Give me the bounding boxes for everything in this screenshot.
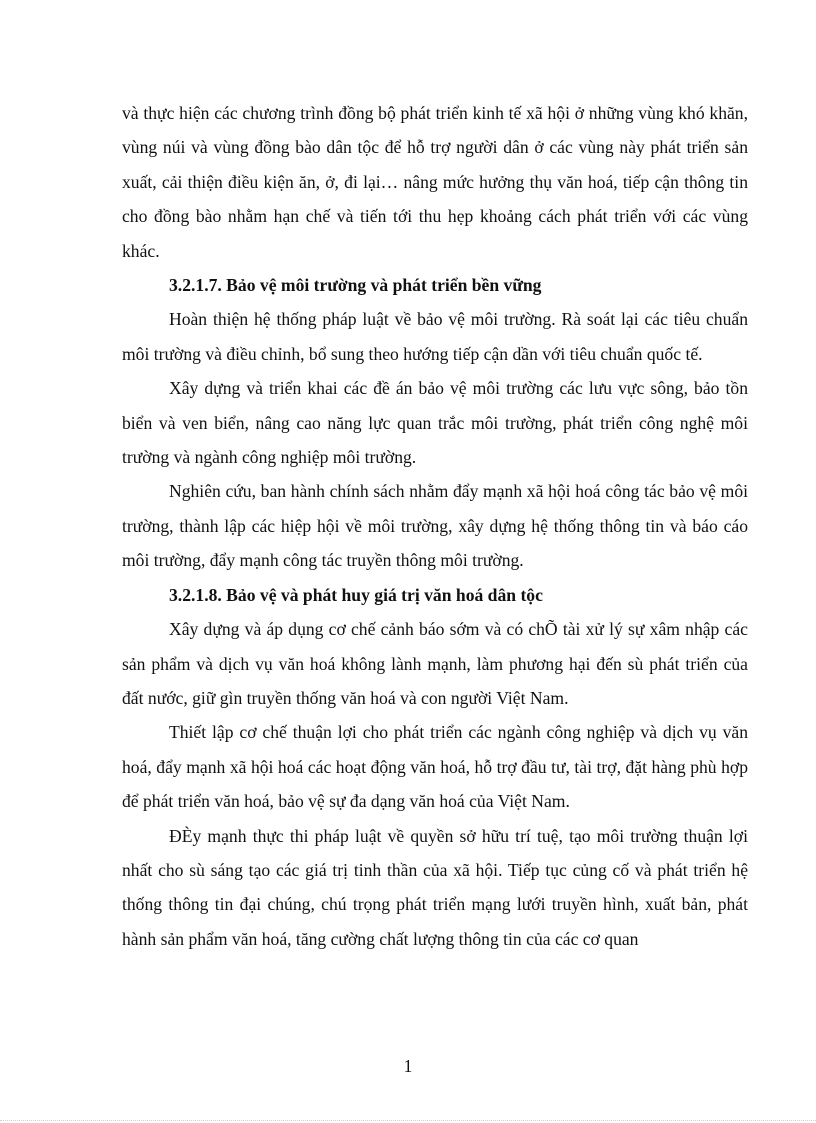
document-body [122, 96, 748, 956]
paragraph-continuation: và thực hiện các chương trình đồng bộ phát triển kinh tế xã hội ở những vùng khó khăn, vùng núi và vùng đồng bào dân tộc để hỗ trợ người dân ở các vùng này phát triển sản xuất, cải thiện điều kiện ăn, ở, đi lại… nâng mức hưởng thụ văn hoá, tiếp cận thông tin cho đồng bào nhằm hạn chế và tiến tới thu hẹp khoảng cách phát triển với các vùng khác. [122, 103, 748, 261]
section-heading-3-2-1-7: 3.2.1.7. Bảo vệ môi trường và phát triển bền vững [169, 275, 542, 296]
paragraph-early-warning: Xây dựng và áp dụng cơ chế cảnh báo sớm và có chÕ tài xử lý sự xâm nhập các sản phẩm và dịch vụ văn hoá không lành mạnh, làm phương hại đến sù phát triển của đất nước, giữ gìn truyền thống văn hoá và con người Việt Nam. [122, 619, 748, 708]
paragraph-environment-projects: Xây dựng và triển khai các đề án bảo vệ môi trường các lưu vực sông, bảo tồn biển và ven biển, nâng cao năng lực quan trắc môi trường, phát triển công nghệ môi trường và ngành công nghiệp môi trường. [122, 378, 748, 468]
paragraph-cultural-industry: Thiết lập cơ chế thuận lợi cho phát triển các ngành công nghiệp và dịch vụ văn hoá, đẩy mạnh xã hội hoá các hoạt động văn hoá, hỗ trợ đầu tư, tài trợ, đặt hàng phù hợp để phát triển văn hoá, bảo vệ sự đa dạng văn hoá của Việt Nam. [122, 722, 748, 812]
paragraph-socialization-policy: Nghiên cứu, ban hành chính sách nhằm đẩy mạnh xã hội hoá công tác bảo vệ môi trường, thành lập các hiệp hội về môi trường, xây dựng hệ thống thông tin và báo cáo môi trường, đẩy mạnh công tác truyền thông môi trường. [122, 481, 748, 571]
paragraph-intellectual-property: ĐÈy mạnh thực thi pháp luật về quyền sở hữu trí tuệ, tạo môi trường thuận lợi nhất cho sù sáng tạo các giá trị tinh thần của xã hội. Tiếp tục củng cố và phát triển hệ thống thông tin đại chúng, chú trọng phát triển mạng lưới truyền hình, xuất bản, phát hành sản phẩm văn hoá, tăng cường chất lượng thông tin của các cơ quan [122, 825, 748, 949]
section-heading-3-2-1-8: 3.2.1.8. Bảo vệ và phát huy giá trị văn hoá dân tộc [169, 584, 543, 605]
page-bottom-divider [0, 1120, 816, 1121]
page-number: 1 [403, 1056, 413, 1076]
paragraph-legal-system: Hoàn thiện hệ thống pháp luật về bảo vệ môi trường. Rà soát lại các tiêu chuẩn môi trường và điều chỉnh, bổ sung theo hướng tiếp cận dần với tiêu chuẩn quốc tế. [122, 309, 748, 364]
